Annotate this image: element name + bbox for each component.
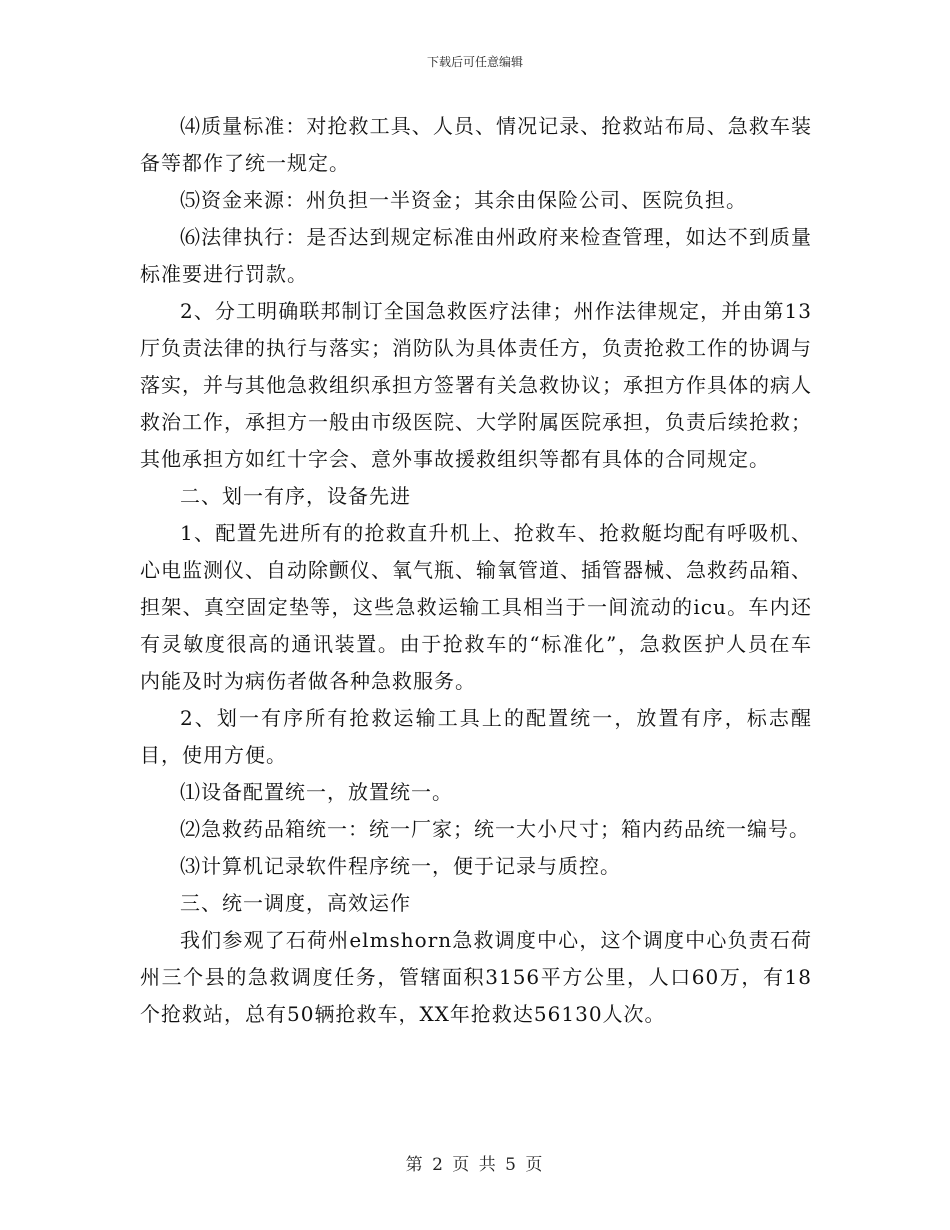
- page-footer: 第 2 页 共 5 页: [405, 1155, 545, 1175]
- paragraph-orderly-arrangement: 2、划一有序所有抢救运输工具上的配置统一，放置有序，标志醒目，使用方便。: [140, 706, 812, 767]
- paragraph-dispatch-center: 我们参观了石荷州elmshorn急救调度中心，这个调度中心负责石荷州三个县的急救调度任务，管辖面积3156平方公里，人口60万，有18个抢救站，总有50辆抢救车，XX年抢救达56130人次。: [140, 928, 812, 1026]
- page-header: 下载后可任意编辑: [426, 55, 523, 69]
- paragraph-division-of-labor: 2、分工明确联邦制订全国急救医疗法律；州作法律规定，并由第13厅负责法律的执行与落实；消防队为具体责任方，负责抢救工作的协调与落实，并与其他急救组织承担方签署有关急救协议；承担方作具体的病人救治工作，承担方一般由市级医院、大学附属医院承担，负责后续抢救；其他承担方如红十字会、意外事故援救组织等都有具体的合同规定。: [140, 299, 812, 471]
- paragraph-law-enforcement: ⑹法律执行：是否达到规定标准由州政府来检查管理，如达不到质量标准要进行罚款。: [140, 225, 812, 286]
- paragraph-equipment-unified: ⑴设备配置统一，放置统一。: [180, 780, 453, 804]
- document-body: [140, 108, 812, 1033]
- paragraph-funding-source: ⑸资金来源：州负担一半资金；其余由保险公司、医院负担。: [180, 188, 747, 212]
- section-heading-equipment: 二、划一有序，设备先进: [180, 484, 411, 508]
- paragraph-software-unified: ⑶计算机记录软件程序统一，便于记录与质控。: [180, 854, 621, 878]
- paragraph-quality-standard: ⑷质量标准：对抢救工具、人员、情况记录、抢救站布局、急救车装备等都作了统一规定。: [140, 114, 812, 175]
- paragraph-advanced-configuration: 1、配置先进所有的抢救直升机上、抢救车、抢救艇均配有呼吸机、心电监测仪、自动除颤仪、氧气瓶、输氧管道、插管器械、急救药品箱、担架、真空固定垫等，这些急救运输工具相当于一间流动的icu。车内还有灵敏度很高的通讯装置。由于抢救车的“标准化”，急救医护人员在车内能及时为病伤者做各种急救服务。: [140, 521, 812, 693]
- paragraph-medicine-box-unified: ⑵急救药品箱统一：统一厂家；统一大小尺寸；箱内药品统一编号。: [180, 817, 810, 841]
- section-heading-dispatch: 三、统一调度，高效运作: [180, 891, 411, 915]
